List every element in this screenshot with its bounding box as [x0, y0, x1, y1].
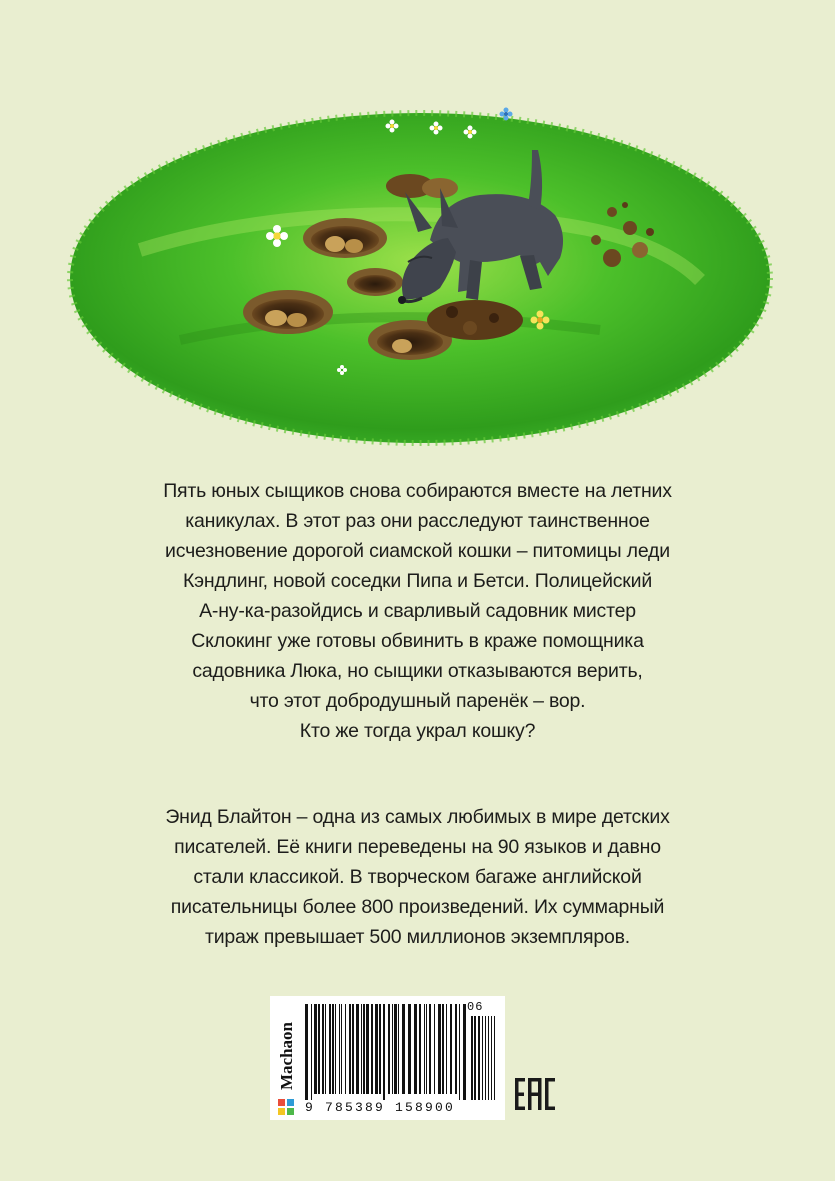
barcode-bar [325, 1004, 326, 1094]
author-info-line: писателей. Её книги переведены на 90 языков и давно [174, 836, 661, 858]
description-line: садовника Люка, но сыщики отказываются верить, [192, 660, 643, 682]
barcode-bar [322, 1004, 324, 1094]
hole [303, 218, 387, 258]
eac-mark-icon [513, 1072, 557, 1116]
barcode-bar [450, 1004, 452, 1094]
barcode-addon-bar [474, 1016, 476, 1100]
barcode-bar [419, 1004, 421, 1094]
barcode-addon-bar [471, 1016, 473, 1100]
barcode-bar [371, 1004, 373, 1094]
barcode-bar [414, 1004, 417, 1094]
author-info-line: тираж превышает 500 миллионов экземпляров. [204, 926, 630, 948]
barcode-bar [311, 1004, 312, 1100]
barcode-bar [434, 1004, 435, 1094]
author-info-line: Энид Блайтон – одна из самых любимых в мире детских [165, 806, 670, 828]
barcode-bar [379, 1004, 381, 1094]
author-info-line: писательницы более 800 произведений. Их суммарный [170, 896, 665, 918]
barcode-bar [361, 1004, 362, 1094]
barcode-bar [424, 1004, 425, 1094]
barcode-bar [375, 1004, 378, 1094]
barcode-addon-bar [482, 1016, 483, 1100]
barcode-bar [426, 1004, 427, 1094]
barcode-bar [339, 1004, 340, 1094]
description-line: каникулах. В этот раз они расследуют таинственное [185, 510, 650, 532]
barcode-bar [341, 1004, 342, 1094]
barcode-addon-bar [491, 1016, 492, 1100]
description-line: Кэндлинг, новой соседки Пипа и Бетси. Полицейский [182, 570, 653, 592]
barcode-bar [356, 1004, 359, 1094]
description-line: исчезновение дорогой сиамской кошки – питомицы леди [165, 540, 670, 562]
barcode-addon-bar [485, 1016, 486, 1100]
barcode-addon-bar [478, 1016, 480, 1100]
dirt-pile [427, 300, 523, 340]
cover-illustration [0, 0, 835, 470]
barcode-bar [455, 1004, 457, 1094]
barcode-bar [352, 1004, 354, 1094]
barcode-bar [408, 1004, 411, 1094]
barcode-bar [363, 1004, 365, 1094]
author-info [60, 802, 775, 952]
barcode-bar [392, 1004, 393, 1094]
description-line: Склокинг уже готовы обвинить в краже помощника [191, 630, 644, 652]
barcode-bar [442, 1004, 444, 1094]
barcode-addon-bar [488, 1016, 489, 1100]
barcode-bar [446, 1004, 447, 1094]
barcode-bar [438, 1004, 441, 1094]
isbn-barcode [305, 1004, 495, 1100]
isbn-number: 9 785389 158900 [305, 1100, 456, 1115]
barcode-bar [383, 1004, 385, 1100]
barcode-bar [398, 1004, 399, 1094]
barcode-bar [463, 1004, 466, 1100]
barcode-bar [305, 1004, 308, 1100]
barcode-bar [459, 1004, 460, 1100]
book-description [60, 476, 775, 746]
barcode-bar [402, 1004, 405, 1094]
publisher-mark [271, 996, 301, 1120]
barcode-bar [388, 1004, 390, 1094]
machaon-butterfly-icon [277, 1098, 295, 1116]
barcode-bar [394, 1004, 397, 1094]
description-line: А-ну-ка-разойдись и сварливый садовник мистер [199, 600, 636, 622]
publisher-name: Machaon [277, 1022, 296, 1090]
description-line: Пять юных сыщиков снова собираются вместе на летних [163, 480, 672, 502]
author-info-line: стали классикой. В творческом багаже английской [193, 866, 642, 888]
barcode-addon: 06 [467, 1000, 484, 1014]
barcode-bar [314, 1004, 317, 1094]
barcode-bar [429, 1004, 431, 1094]
barcode-bar [335, 1004, 336, 1094]
barcode-bar [332, 1004, 334, 1094]
barcode-bar [329, 1004, 331, 1094]
barcode-addon-bar [494, 1016, 495, 1100]
barcode-bar [345, 1004, 346, 1094]
hole [347, 268, 403, 296]
description-line: Кто же тогда украл кошку? [299, 720, 536, 742]
hole [243, 290, 333, 334]
barcode-bar [318, 1004, 320, 1094]
description-line: что этот добродушный паренёк – вор. [249, 690, 586, 712]
barcode-bar [349, 1004, 351, 1094]
barcode-bar [366, 1004, 369, 1094]
